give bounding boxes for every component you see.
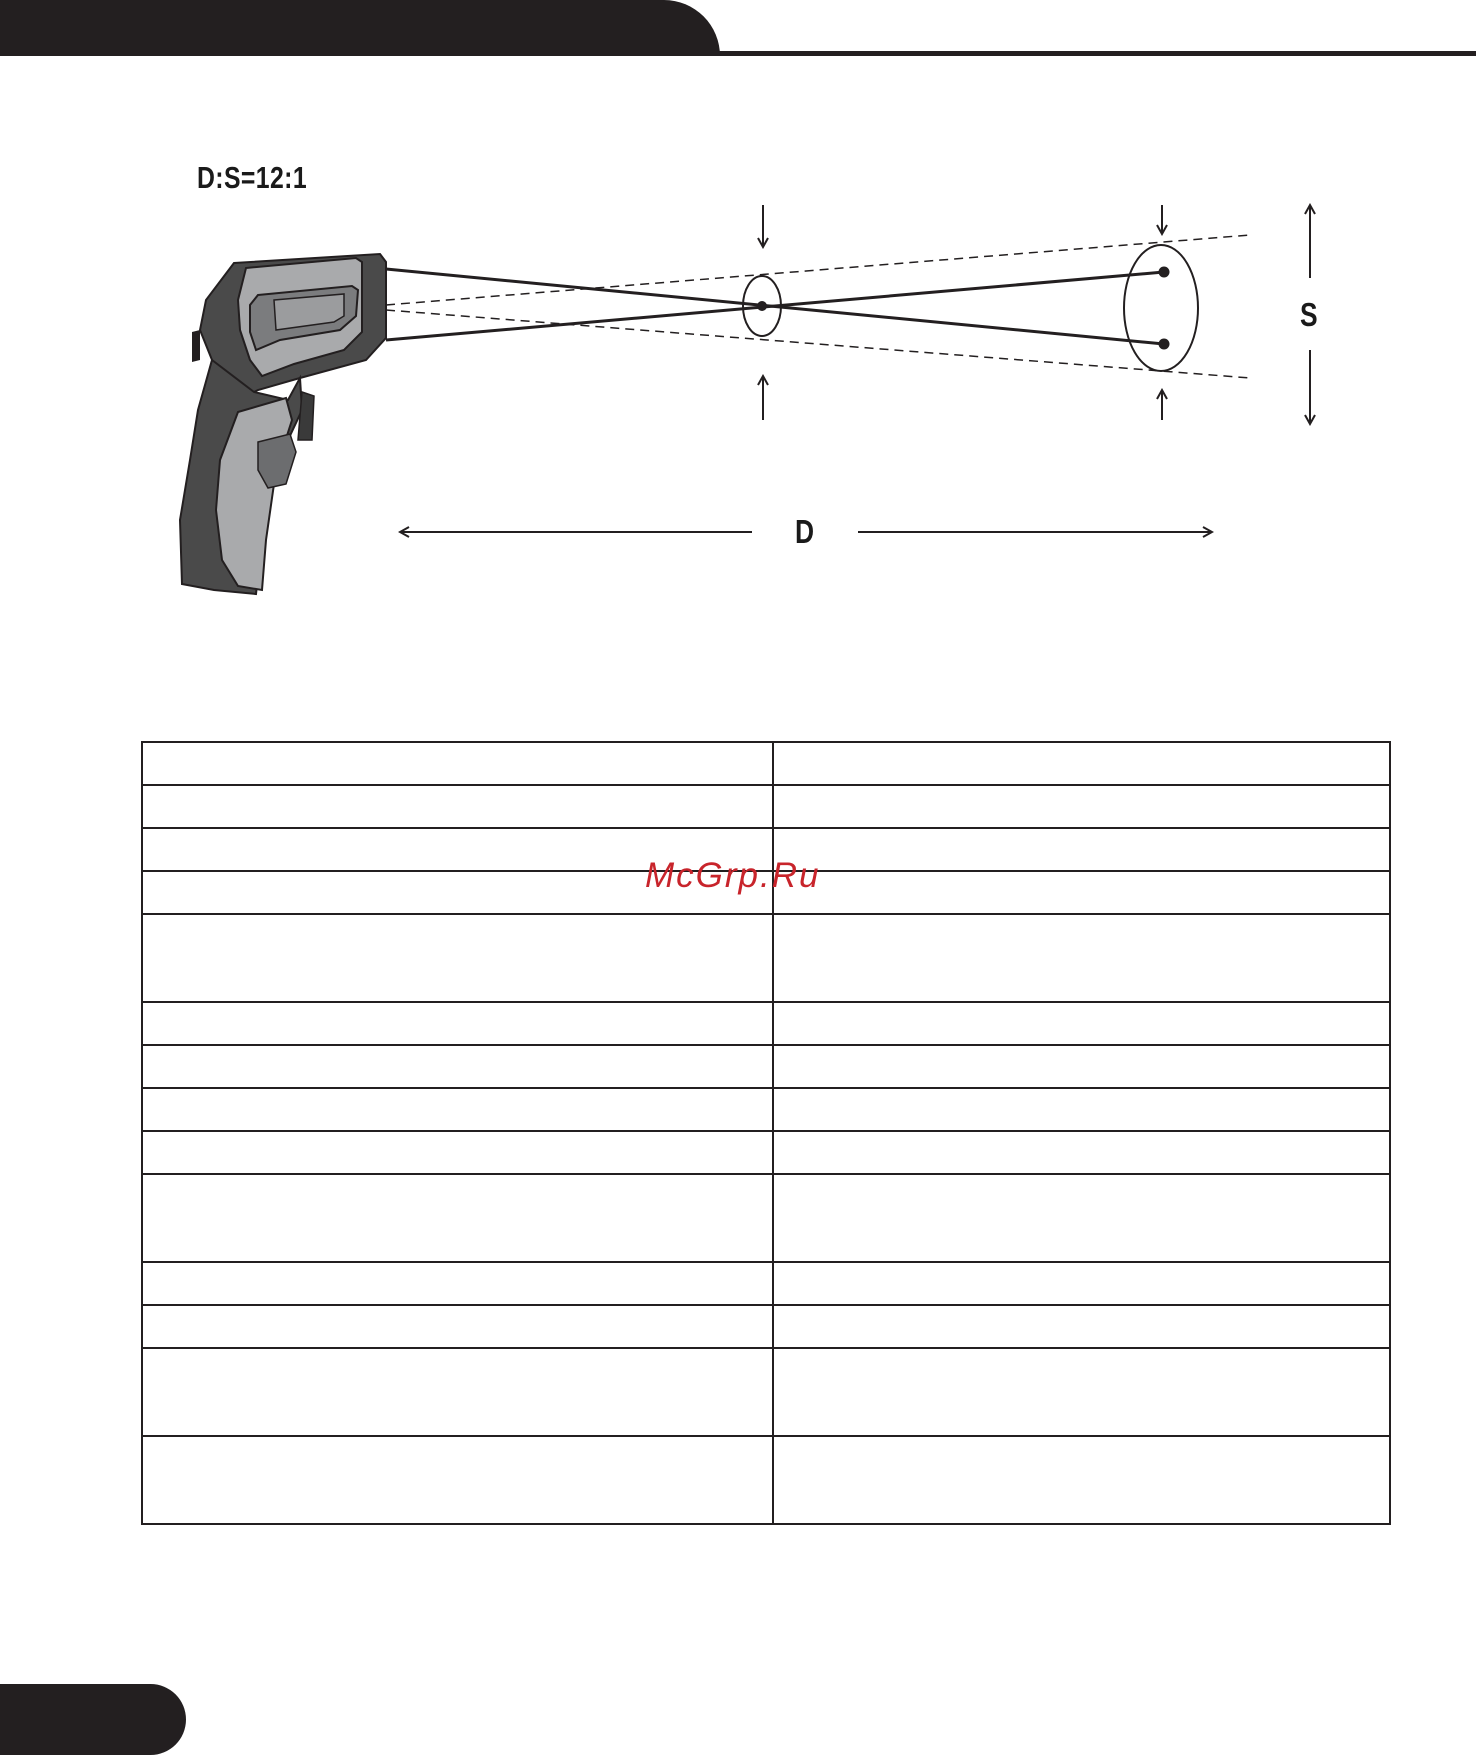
table-row [142,1174,1390,1262]
table-row [142,1045,1390,1088]
header-rule [700,51,1476,56]
table-cell [773,1088,1390,1131]
table-cell [773,914,1390,1002]
spot-size-label: S [1300,296,1318,333]
table-cell [142,1045,773,1088]
table-cell [773,1174,1390,1262]
table-cell [773,1348,1390,1436]
table-cell [142,1174,773,1262]
table-cell [142,1002,773,1045]
table-row [142,1305,1390,1348]
table-row [142,742,1390,785]
table-row [142,914,1390,1002]
table-cell [142,1305,773,1348]
table-row [142,1348,1390,1436]
table-cell [773,742,1390,785]
table-row [142,1436,1390,1524]
table-cell [773,828,1390,871]
table-cell [142,742,773,785]
table-cell [773,1262,1390,1305]
distance-label: D [795,513,815,550]
table-row [142,1002,1390,1045]
watermark: McGrp.Ru [645,856,821,895]
table-cell [773,871,1390,914]
table-row [142,785,1390,828]
table-cell [773,785,1390,828]
table-cell [142,785,773,828]
distance-to-spot-diagram [0,120,1476,620]
header-tab [0,0,720,56]
infrared-thermometer-icon [180,254,386,594]
table-row [142,1131,1390,1174]
table-cell [142,1131,773,1174]
table-cell [142,1348,773,1436]
table-row [142,1088,1390,1131]
table-cell [773,1131,1390,1174]
table-cell [142,1436,773,1524]
table-cell [773,1305,1390,1348]
table-cell [142,914,773,1002]
footer-page-tab [0,1684,186,1755]
table-cell [773,1002,1390,1045]
table-cell [773,1045,1390,1088]
table-cell [142,1088,773,1131]
table-cell [142,1262,773,1305]
table-row [142,1262,1390,1305]
table-cell [773,1436,1390,1524]
distance-to-spot-ratio-label: D:S=12:1 [197,160,308,195]
